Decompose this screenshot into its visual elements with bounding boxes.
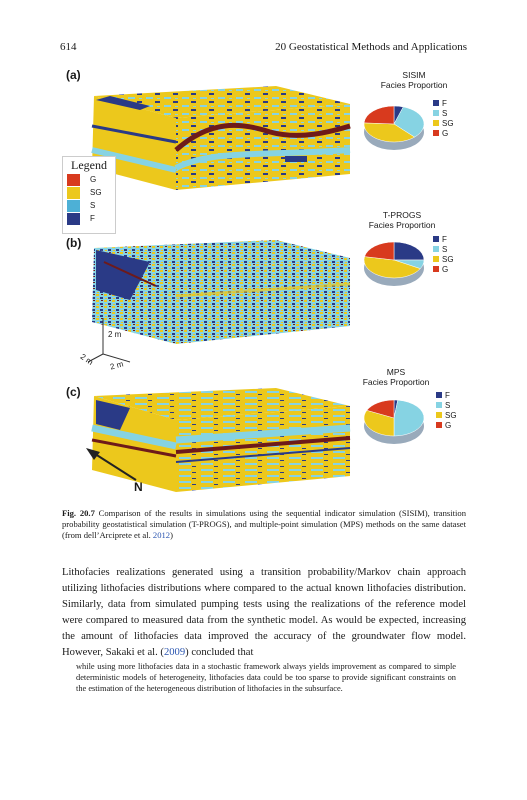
scale-vertical-label: 2 m: [108, 330, 122, 339]
caption-close: ): [170, 530, 173, 540]
panel-label-c: (c): [66, 385, 81, 399]
caption-label: Fig. 20.7: [62, 508, 95, 518]
page-number: 614: [60, 41, 77, 53]
legend-item-f: F: [67, 212, 115, 225]
body-text: Lithofacies realizations generated using a transition probability/Markov chain approach utilizing lithofacies distributions where compared to the actual known lithofacies distribution. Similarly, data from simulated pumping tests using the realizations of the reference model were compared to measured data from the synthetic model. As would be expected, increasing the amount of lithofacies data improved the accuracy of the groundwater flow model. However, Sakaki et al. (: [62, 567, 466, 658]
panel-label-a: (a): [66, 68, 81, 82]
running-header: 20 Geostatistical Methods and Applications: [275, 41, 467, 53]
caption-citation-year[interactable]: 2012: [152, 530, 171, 540]
body-citation-year[interactable]: 2009: [163, 647, 186, 658]
caption-text: Comparison of the results in simulations using the sequential indicator simulation (SISIM), transition probability geostatistical simulation (T-PROGS), and multiple-point simulation (MPS) methods on the same dataset (from dell’Arciprete et al.: [62, 508, 466, 540]
pie-title-mps: MPS Facies Proportion: [362, 367, 430, 387]
north-label: N: [134, 480, 143, 494]
legend-item-g: G: [67, 173, 115, 186]
pie-chart-sisim: [358, 100, 434, 158]
pie-slice-g: [365, 242, 394, 260]
block-sisim: [92, 86, 350, 190]
scale-left-label: 2 m: [78, 351, 95, 368]
pie-chart-tprogs: [358, 236, 434, 294]
pie-legend-sisim: F S SG G: [433, 98, 454, 138]
legend-title: Legend: [71, 158, 107, 172]
scale-right-label: 2 m: [109, 359, 125, 372]
pie-legend-tprogs: F S SG G: [433, 234, 454, 274]
figure-caption: [62, 508, 466, 541]
pie-legend-mps: F S SG G: [436, 390, 457, 430]
pie-slice-f: [394, 242, 424, 260]
facies-legend: [62, 156, 116, 234]
body-tail: ) concluded that: [185, 647, 254, 658]
legend-item-sg: SG: [67, 186, 115, 199]
block-quote: while using more lithofacies data in a stochastic framework always yields improvement as compared to simple deterministic models of heterogeneity, lithofacies data could be too sparse to provide significant constraints on the estimation of the heterogeneous distribution of lithofacies in the subsurface.: [76, 662, 456, 693]
body-paragraph: [62, 565, 466, 661]
panel-label-b: (b): [66, 236, 82, 250]
pie-title-tprogs: T-PROGS Facies Proportion: [368, 210, 436, 230]
pie-slice-g: [364, 106, 394, 124]
pie-title-sisim: SISIM Facies Proportion: [380, 70, 448, 90]
legend-item-s: S: [67, 199, 115, 212]
pie-chart-mps: [358, 394, 434, 452]
block-tprogs: [92, 240, 350, 344]
